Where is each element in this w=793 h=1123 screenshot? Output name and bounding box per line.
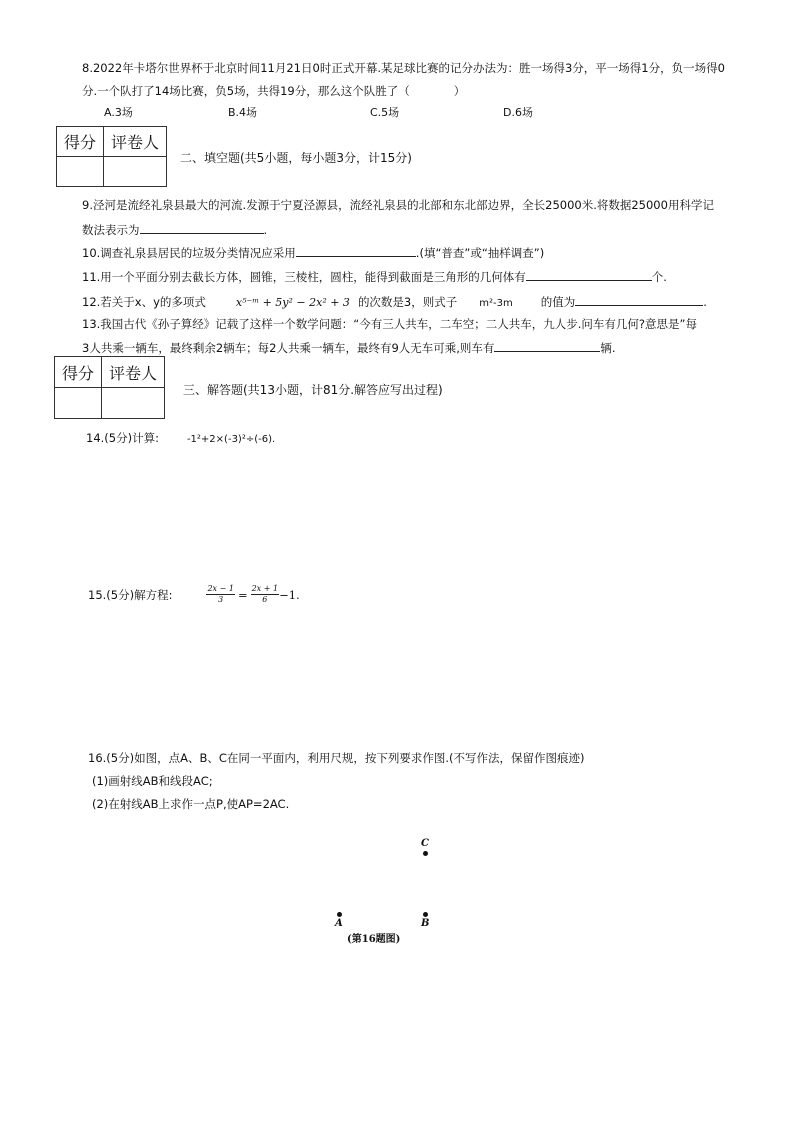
q15-lhs-denominator: 3	[218, 595, 224, 604]
q12-end: .	[703, 295, 707, 309]
grader-cell	[104, 157, 167, 187]
q9-suffix: .	[263, 223, 268, 237]
q15-tail: −1.	[279, 587, 300, 602]
score-box-section2	[56, 126, 167, 187]
q13-suffix: 辆.	[600, 341, 616, 355]
q11-prefix: 11.用一个平面分别去截长方体，圆锥，三棱柱，圆柱，能得到截面是三角形的几何体有	[82, 270, 526, 284]
q16-line1: 16.(5分)如图，点A、B、C在同一平面内，利用尺规，按下列要求作图.(不写作法，保留作图痕迹)	[88, 751, 585, 765]
q10-answer-blank	[296, 244, 416, 257]
q15	[88, 584, 300, 605]
q15-lhs-fraction	[206, 584, 234, 605]
grader-label: 评卷人	[104, 127, 167, 157]
score-box-section3	[54, 356, 165, 419]
q15-rhs-fraction	[251, 584, 279, 605]
point-a-label: A	[335, 918, 343, 929]
q16-item2: (2)在射线AB上求作一点P,使AP=2AC.	[92, 797, 290, 811]
grader-label: 评卷人	[102, 357, 165, 388]
score-label: 得分	[57, 127, 104, 157]
q8-option-c: C.5场	[370, 106, 400, 119]
figure-caption: (第16题图)	[347, 934, 401, 945]
q9-line2	[82, 221, 267, 238]
q10-prefix: 10.调查礼泉县居民的垃圾分类情况应采用	[82, 246, 296, 260]
q15-rhs-numerator: 2x + 1	[251, 584, 279, 593]
q8-line1: 8.2022年卡塔尔世界杯于北京时间11月21日0时正式开幕.某足球比赛的记分办法为：胜一场得3分，平一场得1分，负一场得0	[82, 61, 725, 75]
score-cell	[55, 388, 102, 419]
q15-lhs-numerator: 2x − 1	[207, 584, 234, 593]
point-c	[423, 851, 428, 856]
q11-suffix: 个.	[651, 270, 667, 284]
q12-polynomial: x⁵⁻ᵐ + 5y² − 2x² + 3	[235, 296, 350, 309]
q15-rhs-denominator: 6	[262, 595, 268, 604]
q12-answer-blank	[575, 293, 703, 306]
q8-option-b: B.4场	[228, 106, 258, 119]
q15-equals: =	[237, 587, 248, 602]
q8-line2	[82, 83, 465, 99]
q13-prefix: 3人共乘一辆车，最终剩余2辆车；每2人共乘一辆车，最终有9人无车可乘,则车有	[82, 341, 495, 355]
q9-answer-blank	[140, 221, 264, 234]
q12	[82, 293, 707, 312]
point-b	[423, 912, 428, 917]
q15-label: 15.(5分)解方程:	[88, 587, 173, 602]
q14-label: 14.(5分)计算:	[86, 431, 159, 445]
q12-mid: 的次数是3，则式子	[357, 295, 458, 309]
q13-answer-blank	[494, 339, 600, 352]
q10-suffix: .(填“普查”或“抽样调查”)	[415, 246, 545, 260]
q11-answer-blank	[526, 268, 652, 281]
q8-option-a: A.3场	[104, 106, 133, 119]
q8-line2-end: ）	[453, 84, 466, 98]
point-a	[337, 912, 342, 917]
q12-value-label: 的值为	[540, 295, 576, 309]
q16-item1: (1)画射线AB和线段AC;	[92, 774, 213, 788]
point-b-label: B	[421, 918, 430, 929]
section3-title: 三、解答题(共13小题，计81分.解答应写出过程)	[183, 383, 443, 397]
q14	[86, 430, 275, 448]
q11	[82, 268, 667, 285]
point-c-label: C	[421, 838, 429, 849]
section2-title: 二、填空题(共5小题，每小题3分，计15分)	[180, 151, 412, 165]
q9-line1: 9.泾河是流经礼泉县最大的河流.发源于宁夏泾源县，流经礼泉县的北部和东北部边界，全长25000米.将数据25000用科学记	[82, 198, 714, 212]
q9-prefix: 数法表示为	[82, 223, 140, 237]
q8-line2-text: 分.一个队打了14场比赛，负5场，共得19分，那么这个队胜了（	[82, 84, 410, 98]
q12-prefix: 12.若关于x、y的多项式	[82, 295, 206, 309]
grader-cell	[102, 388, 165, 419]
q13-line2	[82, 339, 616, 356]
q14-expression: -1²+2×(-3)²÷(-6).	[186, 434, 276, 445]
q8-option-d: D.6场	[503, 106, 533, 119]
score-label: 得分	[55, 357, 102, 388]
q13-line1: 13.我国古代《孙子算经》记载了这样一个数学问题：“今有三人共车，二车空；二人共车，九人步.问车有几何?意思是”每	[82, 317, 697, 331]
q10	[82, 244, 544, 261]
q12-expression: m²-3m	[479, 298, 513, 309]
score-cell	[57, 157, 104, 187]
